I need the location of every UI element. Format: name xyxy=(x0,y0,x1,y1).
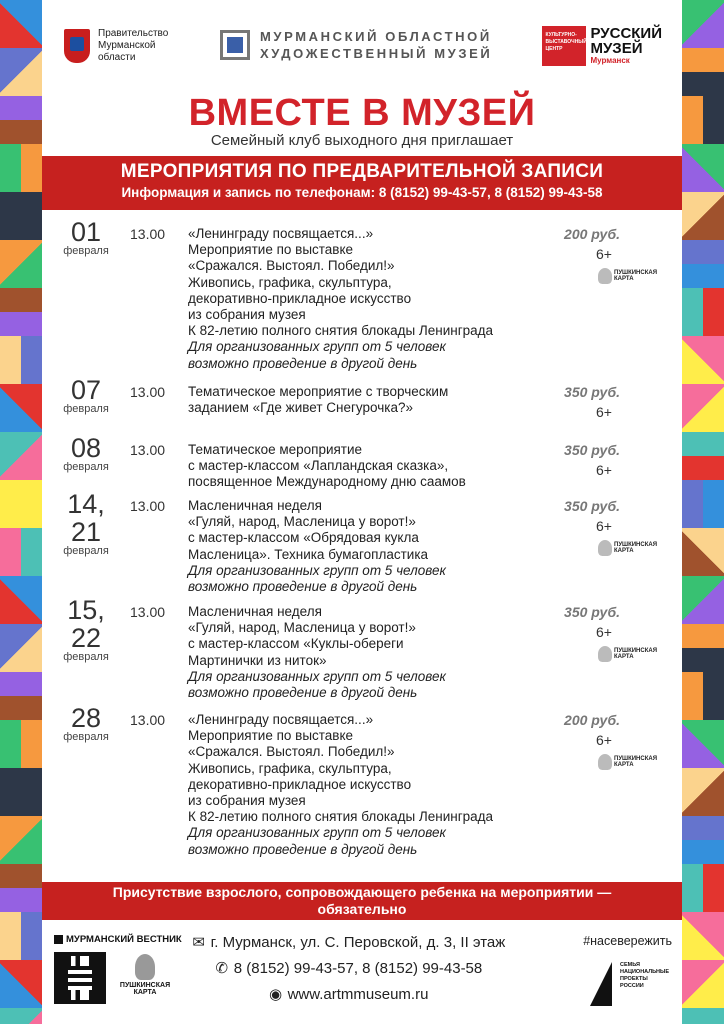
event-line: К 82-летию полного снятия блокады Ленинграда xyxy=(188,809,494,825)
border-tile xyxy=(682,816,724,864)
border-tile xyxy=(682,48,724,96)
border-tile xyxy=(0,432,42,480)
event-month: февраля xyxy=(63,651,109,663)
border-tile xyxy=(0,240,42,288)
border-tile xyxy=(682,192,724,240)
pushkin-card-badge xyxy=(598,268,662,284)
pushkin-card-line1: ПУШКИНСКАЯ xyxy=(119,982,171,989)
border-tile xyxy=(682,720,724,768)
coat-of-arms-icon xyxy=(64,29,90,63)
page-title: ВМЕСТЕ В МУЗЕЙ xyxy=(188,92,536,134)
pushkin-card-line1: ПУШКИНСКАЯ xyxy=(614,648,658,654)
np-line2: НАЦИОНАЛЬНЫЕ ПРОЕКТЫ РОССИИ xyxy=(620,969,670,989)
border-tile xyxy=(0,864,42,912)
np-line1: СЕМЬЯ xyxy=(620,962,640,968)
vestnik-logo xyxy=(54,934,182,945)
event-price: 350 руб. xyxy=(564,604,620,620)
event-month: февраля xyxy=(63,545,109,557)
pushkin-card-line2: КАРТА xyxy=(614,276,634,282)
pushkin-card-line1: ПУШКИНСКАЯ xyxy=(614,542,658,548)
national-projects-logo xyxy=(590,954,668,1006)
adult-required-banner xyxy=(42,882,682,920)
pushkin-card-line2: КАРТА xyxy=(614,654,634,660)
event-age: 6+ xyxy=(596,518,612,534)
border-tile xyxy=(0,768,42,816)
pushkin-card-badge xyxy=(598,646,662,662)
event-date xyxy=(56,704,116,743)
border-tile xyxy=(0,96,42,144)
border-tile xyxy=(0,48,42,96)
event-note: возможно проведение в другой день xyxy=(188,841,418,857)
event-time: 13.00 xyxy=(130,498,166,514)
decorative-border-right xyxy=(682,0,724,1024)
page-subtitle: Семейный клуб выходного дня приглашает xyxy=(210,132,514,149)
border-tile xyxy=(0,480,42,528)
border-tile xyxy=(0,672,42,720)
border-tile xyxy=(682,0,724,48)
event-line: Масленичная неделя xyxy=(188,498,322,513)
event-line: декоративно-прикладное искусство xyxy=(188,776,412,792)
rm-title-2: МУЗЕЙ xyxy=(590,40,643,57)
event-line: Тематическое мероприятие с творческим xyxy=(188,384,449,399)
event-time: 13.00 xyxy=(130,384,166,400)
event-price: 200 руб. xyxy=(564,712,620,728)
event-age: 6+ xyxy=(596,624,612,640)
event-note: возможно проведение в другой день xyxy=(188,355,418,371)
rm-name xyxy=(590,26,662,65)
event-price: 350 руб. xyxy=(564,442,620,458)
museum-name xyxy=(260,28,492,62)
event-day: 01 xyxy=(70,217,102,247)
event-age: 6+ xyxy=(596,246,612,262)
event-note: Для организованных групп от 5 человек xyxy=(188,825,446,841)
event-line: с мастер-классом «Куклы-обереги xyxy=(188,636,404,652)
border-tile xyxy=(0,192,42,240)
event-line: «Гуляй, народ, Масленица у ворот!» xyxy=(188,620,416,636)
event-age: 6+ xyxy=(596,732,612,748)
event-price: 350 руб. xyxy=(564,384,620,400)
event-date xyxy=(56,434,116,473)
envelope-icon: ✉ xyxy=(192,934,205,951)
event-month: февраля xyxy=(63,731,109,743)
border-tile xyxy=(0,1008,42,1024)
event-line: «Ленинграду посвящается...» xyxy=(188,226,374,241)
event-line: посвященное Международному дню саамов xyxy=(188,474,466,490)
event-line: из собрания музея xyxy=(188,307,306,323)
government-name: Правительство Мурманской области xyxy=(98,28,169,63)
border-tile xyxy=(682,864,724,912)
pushkin-card-text xyxy=(614,542,657,554)
event-note: Для организованных групп от 5 человек xyxy=(188,339,446,355)
banner-phones: Информация и запись по телефонам: 8 (8152) 99-43-57, 8 (8152) 99-43-58 xyxy=(121,185,603,200)
pushkin-card-line2: КАРТА xyxy=(614,762,634,768)
contact-info xyxy=(178,930,518,1008)
event-date xyxy=(56,218,116,257)
rm-city: Мурманск xyxy=(590,56,630,65)
pushkin-portrait-icon xyxy=(598,754,612,770)
event-price: 200 руб. xyxy=(564,226,620,242)
event-line: Живопись, графика, скульптура, xyxy=(188,274,392,290)
pushkin-card-line2: КАРТА xyxy=(133,989,157,996)
border-tile xyxy=(0,0,42,48)
event-line: Мероприятие по выставке xyxy=(188,728,354,744)
border-tile xyxy=(682,912,724,960)
event-line: из собрания музея xyxy=(188,793,306,809)
poster xyxy=(42,0,682,1024)
border-tile xyxy=(682,672,724,720)
decorative-border-left xyxy=(0,0,42,1024)
pushkin-portrait-icon xyxy=(598,268,612,284)
event-note: возможно проведение в другой день xyxy=(188,685,418,701)
border-tile xyxy=(682,432,724,480)
warning-line1: Присутствие взрослого, сопровождающего ребенка на мероприятии — xyxy=(112,884,612,900)
event-day: 14, 21 xyxy=(67,489,105,547)
museum-name-line1: МУРМАНСКИЙ ОБЛАСТНОЙ xyxy=(260,29,492,44)
event-line: «Гуляй, народ, Масленица у ворот!» xyxy=(188,514,416,530)
event-line: «Сражался. Выстоял. Победил!» xyxy=(188,744,395,760)
border-tile xyxy=(682,528,724,576)
event-line: Масленица». Техника бумагопластика xyxy=(188,546,429,562)
border-tile xyxy=(0,528,42,576)
border-tile xyxy=(0,576,42,624)
event-date xyxy=(56,490,116,557)
event-line: Живопись, графика, скульптура, xyxy=(188,760,392,776)
pushkin-card-badge xyxy=(598,540,662,556)
footer xyxy=(42,930,682,1024)
event-time: 13.00 xyxy=(130,604,166,620)
rm-title-1: РУССКИЙ xyxy=(590,25,662,42)
event-month: февраля xyxy=(63,245,109,257)
event-line: декоративно-прикладное искусство xyxy=(188,290,412,306)
event-day: 08 xyxy=(70,433,102,463)
border-tile xyxy=(682,240,724,288)
national-projects-icon xyxy=(590,962,612,1006)
event-month: февраля xyxy=(63,403,109,415)
event-age: 6+ xyxy=(596,404,612,420)
phone-icon: ✆ xyxy=(215,960,229,977)
pushkin-card-text xyxy=(614,756,657,768)
museum-name-line2: ХУДОЖЕСТВЕННЫЙ МУЗЕЙ xyxy=(260,46,493,61)
event-line: К 82-летию полного снятия блокады Ленинграда xyxy=(188,323,494,339)
pushkin-portrait-icon xyxy=(135,954,155,980)
event-line: «Ленинграду посвящается...» xyxy=(188,712,374,727)
border-tile xyxy=(682,384,724,432)
government-logo xyxy=(64,28,188,64)
website-link[interactable]: www.artmmuseum.ru xyxy=(287,986,429,1003)
registration-banner xyxy=(42,156,682,210)
event-line: Тематическое мероприятие xyxy=(188,442,363,457)
pushkin-card-line1: ПУШКИНСКАЯ xyxy=(614,270,658,276)
museum-square-icon xyxy=(220,30,250,60)
pushkin-card-badge xyxy=(598,754,662,770)
event-day: 28 xyxy=(70,703,102,733)
border-tile xyxy=(0,816,42,864)
border-tile xyxy=(0,624,42,672)
address: г. Мурманск, ул. С. Перовской, д. 3, II этаж xyxy=(210,934,506,951)
banner-title: МЕРОПРИЯТИЯ ПО ПРЕДВАРИТЕЛЬНОЙ ЗАПИСИ xyxy=(120,161,604,182)
russian-museum-logo xyxy=(542,26,662,66)
event-line: с мастер-классом «Лапландская сказка», xyxy=(188,458,449,474)
border-tile xyxy=(682,960,724,1008)
border-tile xyxy=(682,288,724,336)
event-time: 13.00 xyxy=(130,442,166,458)
border-tile xyxy=(0,720,42,768)
pushkin-card-text xyxy=(614,648,657,660)
event-note: Для организованных групп от 5 человек xyxy=(188,668,446,684)
event-day: 15, 22 xyxy=(67,595,105,653)
rm-center-label: КУЛЬТУРНО-ВЫСТАВОЧНЫЙ ЦЕНТР xyxy=(542,26,586,66)
event-line: заданием «Где живет Снегурочка?» xyxy=(188,400,413,416)
qr-code-icon[interactable] xyxy=(54,952,106,1004)
event-price: 350 руб. xyxy=(564,498,620,514)
event-note: Для организованных групп от 5 человек xyxy=(188,562,446,578)
event-description xyxy=(188,712,608,858)
border-tile xyxy=(0,384,42,432)
national-projects-text xyxy=(620,962,669,990)
pushkin-card-text xyxy=(120,982,170,996)
border-tile xyxy=(682,336,724,384)
event-time: 13.00 xyxy=(130,712,166,728)
event-note: возможно проведение в другой день xyxy=(188,579,418,595)
border-tile xyxy=(0,144,42,192)
broadcast-icon: ◉ xyxy=(269,986,283,1003)
border-tile xyxy=(0,912,42,960)
vestnik-square-icon xyxy=(54,935,63,944)
event-age: 6+ xyxy=(596,462,612,478)
pushkin-portrait-icon xyxy=(598,646,612,662)
border-tile xyxy=(682,1008,724,1024)
event-line: с мастер-классом «Обрядовая кукла xyxy=(188,530,419,546)
website-line xyxy=(178,982,518,1008)
event-description xyxy=(188,226,608,372)
border-tile xyxy=(682,96,724,144)
border-tile xyxy=(682,624,724,672)
hashtag: #насевережить xyxy=(583,934,672,948)
border-tile xyxy=(0,336,42,384)
pushkin-card-line2: КАРТА xyxy=(614,548,634,554)
event-month: февраля xyxy=(63,461,109,473)
event-line: Мероприятие по выставке xyxy=(188,242,354,258)
pushkin-card-text xyxy=(614,270,657,282)
address-line xyxy=(178,930,518,956)
museum-logo xyxy=(220,28,492,62)
event-line: «Сражался. Выстоял. Победил!» xyxy=(188,258,395,274)
event-time: 13.00 xyxy=(130,226,166,242)
event-date xyxy=(56,596,116,663)
vestnik-name: МУРМАНСКИЙ ВЕСТНИК xyxy=(66,934,182,945)
event-date xyxy=(56,376,116,415)
event-line: Масленичная неделя xyxy=(188,604,322,619)
phones[interactable]: 8 (8152) 99-43-57, 8 (8152) 99-43-58 xyxy=(233,960,483,977)
pushkin-card-logo xyxy=(120,954,170,1004)
border-tile xyxy=(682,576,724,624)
pushkin-card-line1: ПУШКИНСКАЯ xyxy=(614,756,658,762)
border-tile xyxy=(682,768,724,816)
border-tile xyxy=(682,144,724,192)
border-tile xyxy=(0,288,42,336)
pushkin-portrait-icon xyxy=(598,540,612,556)
border-tile xyxy=(0,960,42,1008)
header-logos xyxy=(42,22,682,74)
border-tile xyxy=(682,480,724,528)
phone-line xyxy=(178,956,518,982)
warning-line2: обязательно xyxy=(317,901,407,917)
event-line: Мартинички из ниток» xyxy=(188,652,327,668)
event-day: 07 xyxy=(70,375,102,405)
